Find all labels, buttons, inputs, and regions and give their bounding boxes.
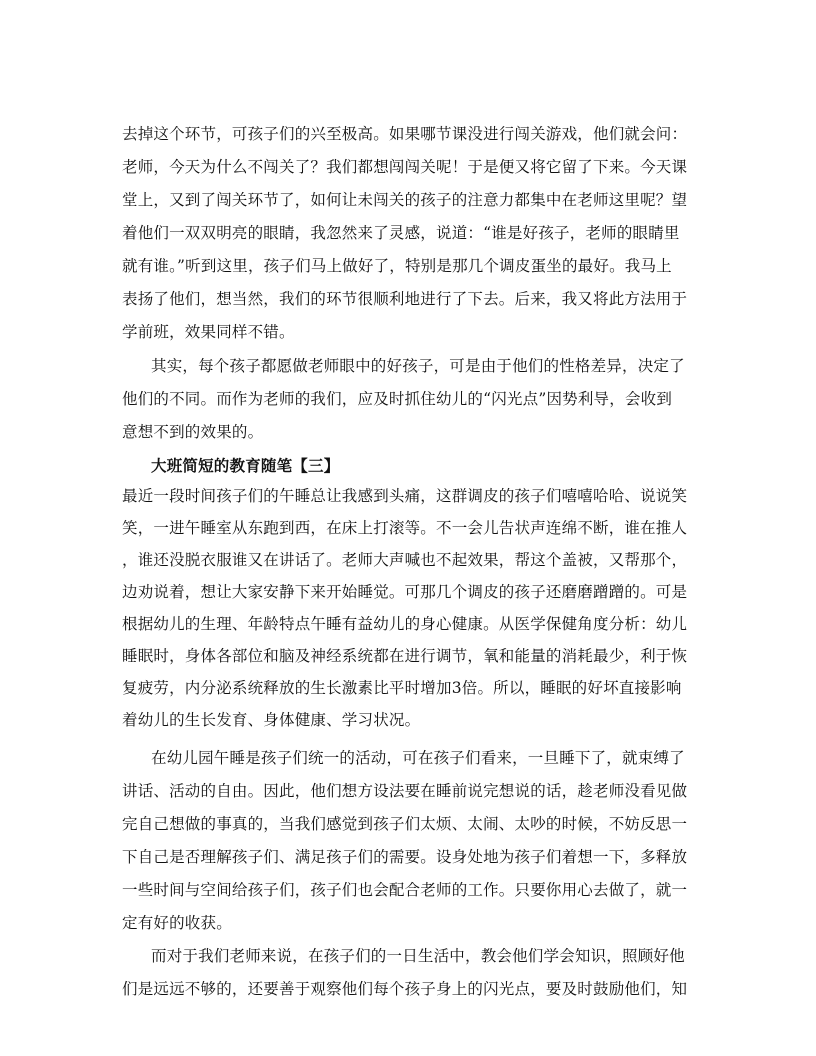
paragraph-3-line-4: 边劝说着，想让大家安静下来开始睡觉。可那几个调皮的孩子还磨磨蹭蹭的。可是 [122,583,688,601]
paragraph-3-line-7: 复疲劳，内分泌系统释放的生长激素比平时增加3倍。所以，睡眠的好坏直接影响 [122,679,682,697]
paragraph-4-line-3: 完自己想做的事真的，当我们感觉到孩子们太烦、太闹、太吵的时候，不妨反思一 [122,815,688,833]
paragraph-4-line-6: 定有好的收获。 [122,914,232,932]
paragraph-4-line-4: 下自己是否理解孩子们、满足孩子们的需要。设身处地为孩子们着想一下，多释放 [122,848,688,866]
paragraph-2-line-2: 他们的不同。而作为老师的我们，应及时抓住幼儿的“闪光点”因势利导，会收到 [122,390,673,408]
paragraph-4-line-2: 讲话、活动的自由。因此，他们想方设法要在睡前说完想说的话，趁老师没看见做 [122,782,688,800]
paragraph-1-line-7: 学前班，效果同样不错。 [122,323,295,341]
paragraph-3-line-3: ，谁还没脱衣服谁又在讲话了。老师大声喊也不起效果，帮这个盖被，又帮那个， [122,551,688,569]
paragraph-5-line-2: 们是远远不够的，还要善于观察他们每个孩子身上的闪光点，要及时鼓励他们，知 [122,980,688,998]
paragraph-3-line-5: 根据幼儿的生理、年龄特点午睡有益幼儿的身心健康。从医学保健角度分析：幼儿 [122,615,688,633]
paragraph-1-line-6: 表扬了他们，想当然，我们的环节很顺利地进行了下去。后来，我又将此方法用于 [122,290,688,308]
paragraph-1-line-4: 着他们一双双明亮的眼睛，我忽然来了灵感，说道：“谁是好孩子，老师的眼睛里 [122,224,680,242]
paragraph-1-line-2: 老师，今天为什么不闯关了？我们都想闯闯关呢！于是便又将它留了下来。今天课 [122,158,688,176]
paragraph-1-line-5: 就有谁。”听到这里，孩子们马上做好了，特别是那几个调皮蛋坐的最好。我马上 [122,257,672,275]
paragraph-3-line-8: 着幼儿的生长发育、身体健康、学习状况。 [122,711,421,729]
section-heading: 大班简短的教育随笔【三】 [151,456,340,475]
paragraph-4-line-1: 在幼儿园午睡是孩子们统一的活动，可在孩子们看来，一旦睡下了，就束缚了 [151,749,685,767]
paragraph-4-line-5: 一些时间与空间给孩子们，孩子们也会配合老师的工作。只要你用心去做了，就一 [122,881,688,899]
paragraph-3-line-6: 睡眠时，身体各部位和脑及神经系统都在进行调节，氧和能量的消耗最少，利于恢 [122,647,688,665]
paragraph-3-line-1: 最近一段时间孩子们的午睡总让我感到头痛，这群调皮的孩子们嘻嘻哈哈、说说笑 [122,487,688,505]
paragraph-3-line-2: 笑，一进午睡室从东跑到西，在床上打滚等。不一会儿告状声连绵不断，谁在推人 [122,519,688,537]
paragraph-1-line-3: 堂上，又到了闯关环节了，如何让未闯关的孩子的注意力都集中在老师这里呢？望 [122,191,688,209]
paragraph-2-line-1: 其实，每个孩子都愿做老师眼中的好孩子，可是由于他们的性格差异，决定了 [151,357,685,375]
paragraph-5-line-1: 而对于我们老师来说，在孩子们的一日生活中，教会他们学会知识，照顾好他 [151,947,685,965]
paragraph-2-line-3: 意想不到的效果的。 [122,423,264,441]
paragraph-1-line-1: 去掉这个环节，可孩子们的兴至极高。如果哪节课没进行闯关游戏，他们就会问： [122,125,688,143]
